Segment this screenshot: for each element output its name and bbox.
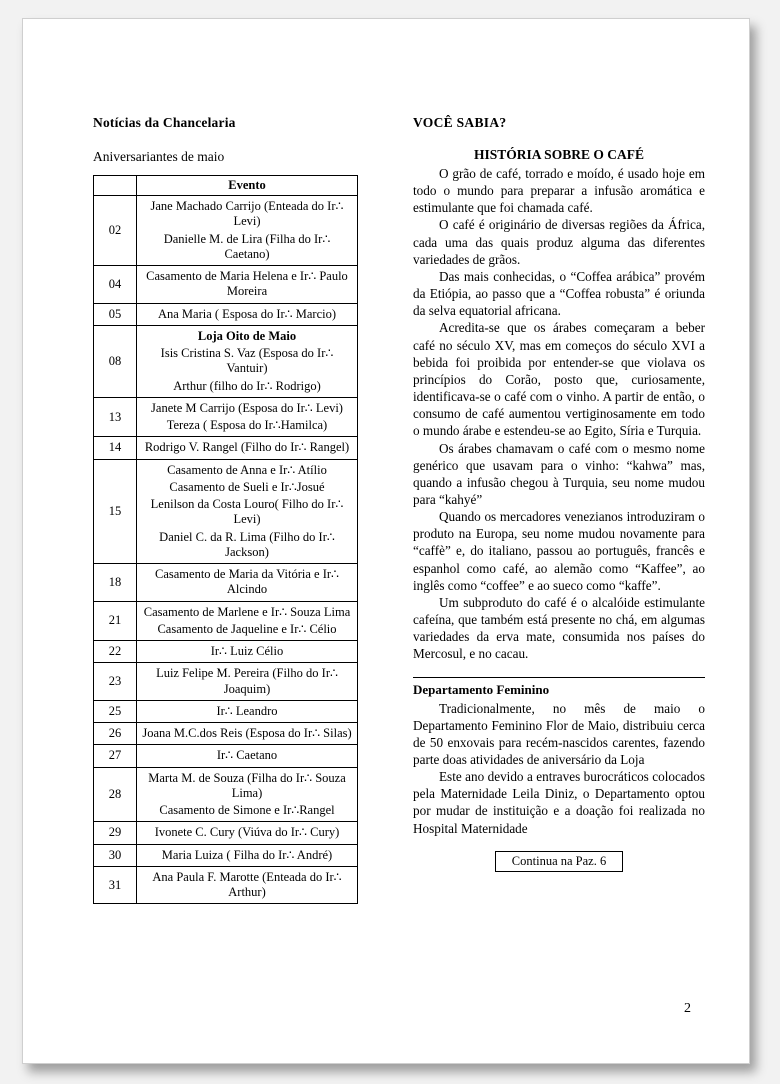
cell-event: [137, 196, 358, 266]
cell-event: [137, 767, 358, 822]
event-line: Maria Luiza ( Filha do Ir∴ André): [161, 847, 333, 862]
table-row: [94, 745, 358, 767]
table-row: [94, 564, 358, 602]
event-line: Casamento de Anna e Ir∴ Atílio: [167, 462, 327, 477]
table-row: [94, 266, 358, 304]
cell-day: 22: [94, 641, 137, 663]
event-line: Casamento de Simone e Ir∴Rangel: [159, 803, 335, 817]
table-row: [94, 196, 358, 266]
cell-event: [137, 266, 358, 304]
cell-event: [137, 601, 358, 641]
article-title-cafe: HISTÓRIA SOBRE O CAFÉ: [474, 147, 644, 162]
cell-event: [137, 723, 358, 745]
table-row: [94, 767, 358, 822]
table-row: [94, 397, 358, 437]
cell-day: 14: [94, 437, 137, 459]
continued-box-wrap: [413, 851, 705, 872]
cell-day: 08: [94, 325, 137, 397]
event-line: Arthur (filho do Ir∴ Rodrigo): [173, 378, 321, 393]
article-paragraph: Um subproduto do café é o alcalóide estimulante cafeína, que também está presente no chá, em algumas variedades da erva mate, consumida nos países do Mercosul, e no cacau.: [413, 594, 705, 662]
left-column: [93, 115, 385, 904]
event-line: Daniel C. da R. Lima (Filho do Ir∴ Jackson): [159, 529, 335, 559]
cell-day: 13: [94, 397, 137, 437]
event-line: Casamento de Jaqueline e Ir∴ Célio: [157, 621, 337, 636]
cell-event: [137, 397, 358, 437]
cell-day: 23: [94, 663, 137, 701]
department-paragraph: Tradicionalmente, no mês de maio o Departamento Feminino Flor de Maio, distribuiu cerca de 50 enxovais para recém-nascidos carentes, fazendo parte doas atividades de aniversário da Loja: [413, 700, 705, 767]
table-row: [94, 822, 358, 844]
divider: [413, 677, 705, 678]
header-event: Evento: [137, 176, 358, 196]
event-line: Ir∴ Luiz Célio: [210, 644, 284, 658]
table-row: [94, 325, 358, 397]
cell-day: 04: [94, 266, 137, 304]
cell-day: 05: [94, 303, 137, 325]
article-paragraph: Acredita-se que os árabes começaram a beber café no século XV, mas em começos do século XVI a bebida foi proibida por entender-se que violava os princípios do Corão, posto que, curiosamente, identificava-se o café com o vinho. A partir de então, o consumo de café aumentou vertiginosamente em todo o mundo árabe e estendeu-se ao Egito, Síria e Turquia.: [413, 320, 705, 439]
event-line: Lenilson da Costa Louro( Filho do Ir∴ Levi): [150, 497, 344, 527]
table-row: [94, 303, 358, 325]
cell-day: 21: [94, 601, 137, 641]
event-line: Casamento de Sueli e Ir∴Josué: [169, 479, 325, 494]
article-paragraph: Os árabes chamavam o café com o mesmo nome genérico que usavam para o vinho: “kahwa” mas, quando a infusão chegou à Turquia, seu nome mudou para “kahyé”: [413, 440, 705, 507]
event-line: Joana M.C.dos Reis (Esposa do Ir∴ Silas): [142, 726, 352, 740]
cell-day: 26: [94, 723, 137, 745]
cell-event: [137, 844, 358, 866]
event-line: Casamento de Maria da Vitória e Ir∴ Alcindo: [155, 567, 339, 597]
table-row: [94, 700, 358, 722]
cell-day: 28: [94, 767, 137, 822]
subtitle-aniversariantes: Aniversariantes de maio: [93, 149, 225, 164]
event-line: Casamento de Marlene e Ir∴ Souza Lima: [143, 604, 351, 619]
right-column: [413, 115, 705, 872]
event-line: Janete M Carrijo (Esposa do Ir∴ Levi): [151, 400, 343, 415]
heading-departamento-feminino: Departamento Feminino: [413, 681, 550, 697]
birthdays-table-body: [94, 196, 358, 904]
event-line: Ana Paula F. Marotte (Enteada do Ir∴ Arthur): [152, 869, 342, 899]
cell-day: 25: [94, 700, 137, 722]
cell-day: 31: [94, 866, 137, 904]
event-line: Jane Machado Carrijo (Enteada do Ir∴ Levi): [150, 199, 344, 229]
event-line: Ivonete C. Cury (Viúva do Ir∴ Cury): [154, 825, 340, 840]
table-row: [94, 459, 358, 564]
table-row: [94, 601, 358, 641]
cell-event: [137, 459, 358, 564]
event-line: Rodrigo V. Rangel (Filho do Ir∴ Rangel): [144, 440, 350, 455]
event-line: Ana Maria ( Esposa do Ir∴ Marcio): [157, 306, 337, 321]
event-line: Marta M. de Souza (Filha do Ir∴ Souza Lima): [148, 770, 346, 800]
table-row: [94, 723, 358, 745]
event-line: Tereza ( Esposa do Ir∴Hamilca): [166, 418, 328, 432]
birthdays-table-head: [94, 176, 358, 196]
event-line: Luiz Felipe M. Pereira (Filho do Ir∴ Joaquim): [156, 666, 338, 696]
continued-label: Continua na Paz. 6: [495, 851, 623, 872]
birthdays-table: [93, 175, 358, 904]
event-line: Danielle M. de Lira (Filha do Ir∴ Caetano): [163, 231, 331, 261]
cell-day: 15: [94, 459, 137, 564]
header-day: [94, 176, 137, 196]
event-line: Loja Oito de Maio: [197, 328, 297, 343]
article-paragraph: O café é originário de diversas regiões da África, cada uma das quais produz alguma das diferentes variedades de grãos.: [413, 217, 705, 267]
cell-event: [137, 745, 358, 767]
cell-day: 27: [94, 745, 137, 767]
event-line: Isis Cristina S. Vaz (Esposa do Ir∴ Vantuir): [160, 346, 334, 376]
department-paragraph: Este ano devido a entraves burocráticos colocados pela Maternidade Leila Diniz, o Departamento optou por mudar de instituição e a doação foi realizada no Hospital Maternidade: [413, 769, 705, 836]
table-row: [94, 641, 358, 663]
table-row: [94, 663, 358, 701]
event-line: Casamento de Maria Helena e Ir∴ Paulo Moreira: [146, 269, 348, 299]
document-page: [22, 18, 750, 1064]
cell-event: [137, 663, 358, 701]
page-number: 2: [684, 1001, 691, 1016]
cell-event: [137, 564, 358, 602]
cell-event: [137, 437, 358, 459]
cell-event: [137, 325, 358, 397]
cell-day: 29: [94, 822, 137, 844]
cell-event: [137, 700, 358, 722]
article-paragraph: O grão de café, torrado e moído, é usado hoje em todo o mundo para preparar a infusão aromática e estimulante que foi chamada café.: [413, 166, 705, 216]
event-line: Ir∴ Caetano: [216, 748, 278, 763]
cell-event: [137, 303, 358, 325]
article-paragraph: Das mais conhecidas, o “Coffea arábica” provém da Etiópia, ao passo que a “Coffea robusta” é oriunda da selva equatorial africana.: [413, 268, 705, 319]
table-row: [94, 437, 358, 459]
two-column-layout: [93, 115, 705, 904]
cell-event: [137, 822, 358, 844]
section-title-chancelaria: Notícias da Chancelaria: [93, 115, 236, 130]
cell-event: [137, 866, 358, 904]
article-paragraph: Quando os mercadores venezianos introduziram o produto na Europa, seu nome mudou novamente para “caffè” e, do italiano, passou ao português, francês e espanhol como café, ao alemão como “Kaffee”, ao inglês como “coffee” e ao sueco como “kaffe”.: [413, 509, 705, 593]
cell-day: 30: [94, 844, 137, 866]
table-row: [94, 866, 358, 904]
department-body: [413, 700, 705, 837]
article-body: [413, 165, 705, 663]
cell-event: [137, 641, 358, 663]
table-header-row: [94, 176, 358, 196]
page-content: [23, 19, 749, 1063]
cell-day: 18: [94, 564, 137, 602]
event-line: Ir∴ Leandro: [216, 703, 278, 718]
heading-voce-sabia: VOCÊ SABIA?: [413, 115, 507, 130]
cell-day: 02: [94, 196, 137, 266]
table-row: [94, 844, 358, 866]
